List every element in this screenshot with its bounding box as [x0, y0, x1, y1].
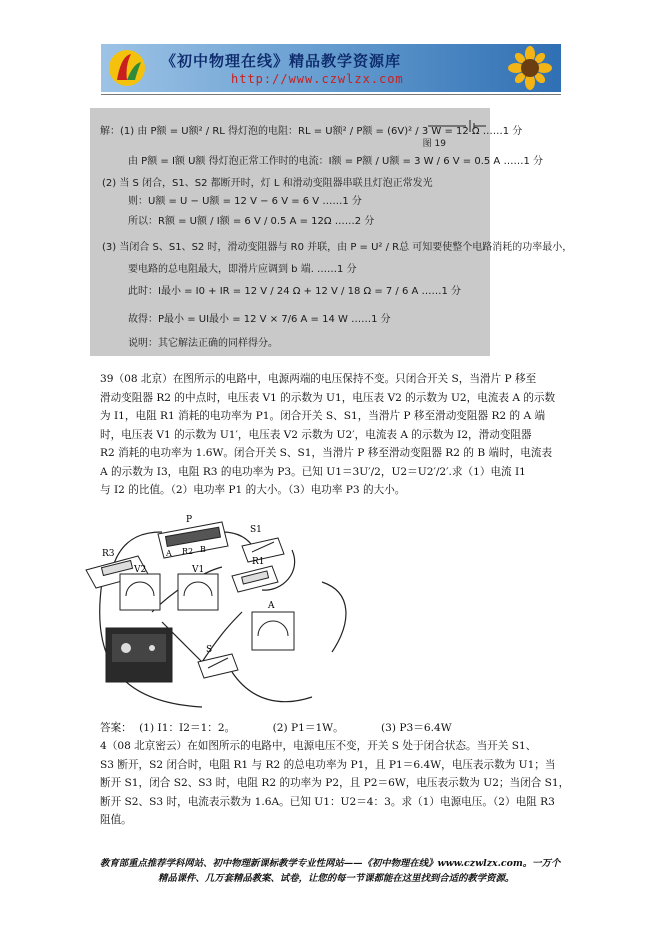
circuit-label-v2: V2 — [134, 565, 147, 575]
problem-line: 阻值。 — [100, 814, 132, 826]
circuit-label-ammeter: A — [268, 601, 275, 611]
sunflower-icon — [505, 46, 555, 90]
problem-line: 断开 S2、S3 时，电流表示数为 1.6A。已知 U1：U2＝4：3。求（1）电源电压。（2）电阻 R3 — [100, 795, 555, 808]
solution-line: 此时：I最小 = I0 + IR = 12 V / 24 Ω + 12 V / 18 Ω = 7 / 6 A ……1 分 — [128, 286, 462, 297]
footer — [100, 856, 570, 886]
problem-line: 滑动变阻器 R2 的中点时，电压表 V1 的示数为 U1，电压表 V2 的示数为 U2，电流表 A 的示数 — [100, 391, 556, 404]
site-url[interactable]: http://www.czwlzx.com — [231, 72, 404, 86]
problem-4 — [100, 737, 569, 830]
circuit-label-s1: S1 — [250, 525, 262, 535]
problem-line: 为 I1，电阻 R1 消耗的电功率为 P1。闭合开关 S、S1，当滑片 P 移至滑动变阻器 R2 的 A 端 — [100, 410, 546, 422]
answer-3: (3) P3＝6.4W — [381, 722, 452, 734]
circuit-label-p: P — [186, 515, 193, 525]
site-title: 《初中物理在线》精品教学资源库 — [161, 52, 402, 70]
circuit-label-r2: R2 — [182, 547, 194, 556]
problem-39 — [100, 370, 555, 500]
solution-line: 解：(1) 由 P额 = U额² / RL 得灯泡的电阻：RL = U额² / P额 = (6V)² / 3 W = 12 Ω ……1 分 — [100, 126, 523, 137]
problem-line: A 的示数为 I3，电阻 R3 的电功率为 P3。已知 U1＝3U′/2，U2＝U2′/2′.求（1）电流 I1 — [100, 465, 526, 478]
header-rule — [101, 94, 561, 95]
answer-1: (1) I1：I2＝1：2。 — [139, 722, 236, 734]
circuit-label-b: B — [200, 545, 206, 554]
solution-line: (3) 当闭合 S、S1、S2 时，滑动变阻器与 R0 并联，由 P = U² / R总 可知要使整个电路消耗的功率最小， — [102, 242, 573, 253]
answer-line — [100, 720, 486, 735]
answer-2: (2) P1＝1W。 — [272, 722, 344, 734]
circuit-label-s: S — [206, 645, 213, 655]
problem-line: 时，电压表 V1 的示数为 U1′，电压表 V2 示数为 U2′，电流表 A 的示数为 I2，滑动变阻器 — [100, 428, 532, 441]
problem-line: 断开 S1，闭合 S2、S3 时，电阻 R2 的功率为 P2，且 P2＝6W，电压表示数为 U2；当闭合 S1， — [100, 777, 570, 789]
problem-line: S3 断开，S2 闭合时，电阻 R1 与 R2 的总电功率为 P1，且 P1＝6.4W，电压表示数为 U1；当 — [100, 758, 556, 771]
circuit-diagram — [82, 512, 372, 717]
circuit-label-v1: V1 — [192, 565, 205, 575]
solution-line: 故得：P最小 = UI最小 = 12 V × 7/6 A = 14 W ……1 分 — [128, 314, 391, 325]
solution-line: 所以：R额 = U额 / I额 = 6 V / 0.5 A = 12Ω ……2 分 — [128, 216, 375, 227]
problem-line: 4（08 北京密云）在如图所示的电路中，电源电压不变，开关 S 处于闭合状态。当开关 S1、 — [100, 740, 537, 752]
problem-line: 与 I2 的比值。（2）电功率 P1 的大小。（3）电功率 P3 的大小。 — [100, 484, 406, 496]
circuit-label-a: A — [166, 549, 172, 558]
solution-photo — [90, 108, 573, 356]
problem-line: 39（08 北京）在图所示的电路中，电源两端的电压保持不变。只闭合开关 S，当滑片 P 移至 — [100, 373, 537, 385]
solution-line: 则：U额 = U − U额 = 12 V − 6 V = 6 V ……1 分 — [128, 196, 362, 207]
solution-line: (2) 当 S 闭合，S1、S2 都断开时，灯 L 和滑动变阻器串联且灯泡正常发光 — [102, 178, 433, 189]
site-logo-icon — [107, 48, 147, 88]
circuit-label-r1: R1 — [252, 557, 265, 567]
footer-line-2: 精品课件、几万套精品教案、试卷，让您的每一节课都能在这里找到合适的教学资源。 — [158, 873, 515, 884]
figure-label: 图 19 — [422, 139, 446, 149]
header-banner — [101, 44, 561, 92]
answer-label: 答案： — [100, 722, 132, 734]
solution-line: 由 P额 = I额 U额 得灯泡正常工作时的电流：I额 = P额 / U额 = 3 W / 6 V = 0.5 A ……1 分 — [128, 156, 543, 167]
circuit-label-r3: R3 — [102, 549, 115, 559]
solution-line: 说明：其它解法正确的同样得分。 — [128, 338, 278, 349]
problem-line: R2 消耗的电功率为 1.6W。闭合开关 S、S1，当滑片 P 移至滑动变阻器 R2 的 B 端时，电流表 — [100, 447, 553, 459]
solution-line: 要电路的总电阻最大，即滑片应调到 b 端. ……1 分 — [128, 264, 357, 275]
footer-line-1: 教育部重点推荐学科网站、初中物理新课标教学专业性网站——《初中物理在线》www.czwlzx.com。一万个 — [100, 858, 561, 869]
